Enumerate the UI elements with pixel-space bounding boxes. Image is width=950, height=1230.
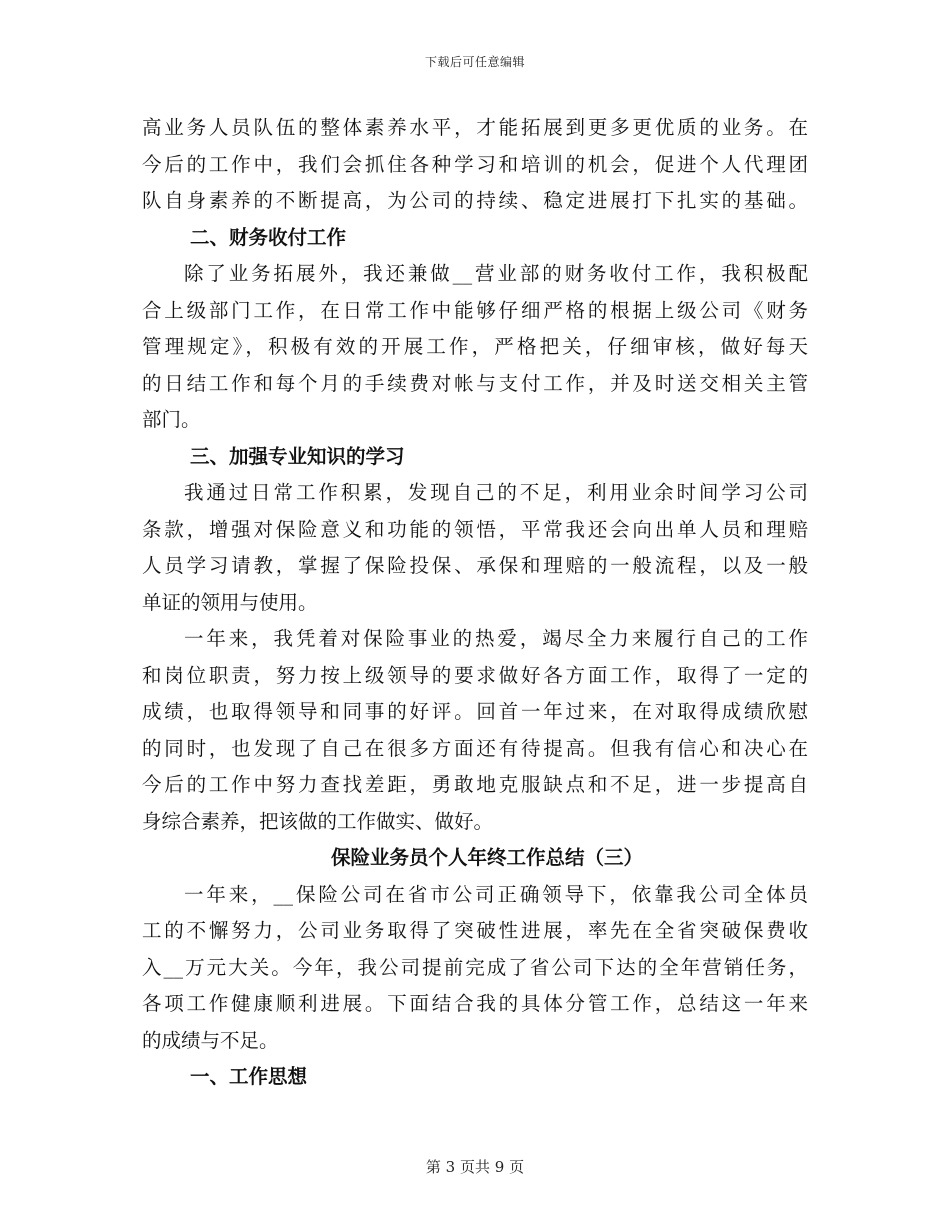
paragraph-line: 工的不懈努力，公司业务取得了突破性进展，率先在全省突破保费收 xyxy=(142,919,808,942)
paragraph-line: 管理规定》，积极有效的开展工作，严格把关，仔细审核，做好每天 xyxy=(142,335,808,358)
paragraph-line: 入__万元大关。今年，我公司提前完成了省公司下达的全年营销任务， xyxy=(142,955,808,979)
paragraph-line: 成绩，也取得领导和同事的好评。回首一年过来，在对取得成绩欣慰 xyxy=(142,700,808,723)
paragraph-line: 和岗位职责，努力按上级领导的要求做好各方面工作，取得了一定的 xyxy=(142,663,808,687)
paragraph-last-line: 的成绩与不足。 xyxy=(142,1028,279,1052)
paragraph-last-line: 单证的领用与使用。 xyxy=(142,590,318,614)
page-header: 下载后可任意编辑 xyxy=(424,55,525,69)
paragraph-last-line: 身综合素养，把该做的工作做实、做好。 xyxy=(142,809,494,833)
section-heading: 三、加强专业知识的学习 xyxy=(190,444,405,468)
paragraph-line: 的同时，也发现了自己在很多方面还有待提高。但我有信心和决心在 xyxy=(142,736,808,760)
paragraph-line: 的日结工作和每个月的手续费对帐与支付工作，并及时送交相关主管 xyxy=(142,371,808,395)
section-heading: 一、工作思想 xyxy=(190,1065,308,1088)
document-title: 保险业务员个人年终工作总结（三） xyxy=(330,846,643,869)
paragraph-first-line: 一年来，__保险公司在省市公司正确领导下，依靠我公司全体员 xyxy=(184,882,808,906)
paragraph-line: 队自身素养的不断提高，为公司的持续、稳定进展打下扎实的基础。 xyxy=(142,189,808,212)
page-footer: 第 3 页共 9 页 xyxy=(425,1158,525,1176)
paragraph-line: 条款，增强对保险意义和功能的领悟，平常我还会向出单人员和理赔 xyxy=(142,517,808,541)
paragraph-line: 高业务人员队伍的整体素养水平，才能拓展到更多更优质的业务。在 xyxy=(142,116,808,139)
section-heading: 二、财务收付工作 xyxy=(190,225,347,249)
document-body xyxy=(142,110,808,1096)
paragraph-first-line: 我通过日常工作积累，发现自己的不足，利用业余时间学习公司 xyxy=(184,481,808,504)
paragraph-last-line: 部门。 xyxy=(142,408,201,431)
paragraph-line: 人员学习请教，掌握了保险投保、承保和理赔的一般流程，以及一般 xyxy=(142,554,808,577)
paragraph-line: 今后的工作中，我们会抓住各种学习和培训的机会，促进个人代理团 xyxy=(142,152,808,176)
paragraph-line: 今后的工作中努力查找差距，勇敢地克服缺点和不足，进一步提高自 xyxy=(142,773,808,796)
paragraph-line: 合上级部门工作，在日常工作中能够仔细严格的根据上级公司《财务 xyxy=(142,298,808,322)
paragraph-line: 各项工作健康顺利进展。下面结合我的具体分管工作，总结这一年来 xyxy=(142,992,808,1015)
paragraph-first-line: 除了业务拓展外，我还兼做__营业部的财务收付工作，我积极配 xyxy=(184,262,808,285)
paragraph-first-line: 一年来，我凭着对保险事业的热爱，竭尽全力来履行自己的工作 xyxy=(184,627,808,650)
